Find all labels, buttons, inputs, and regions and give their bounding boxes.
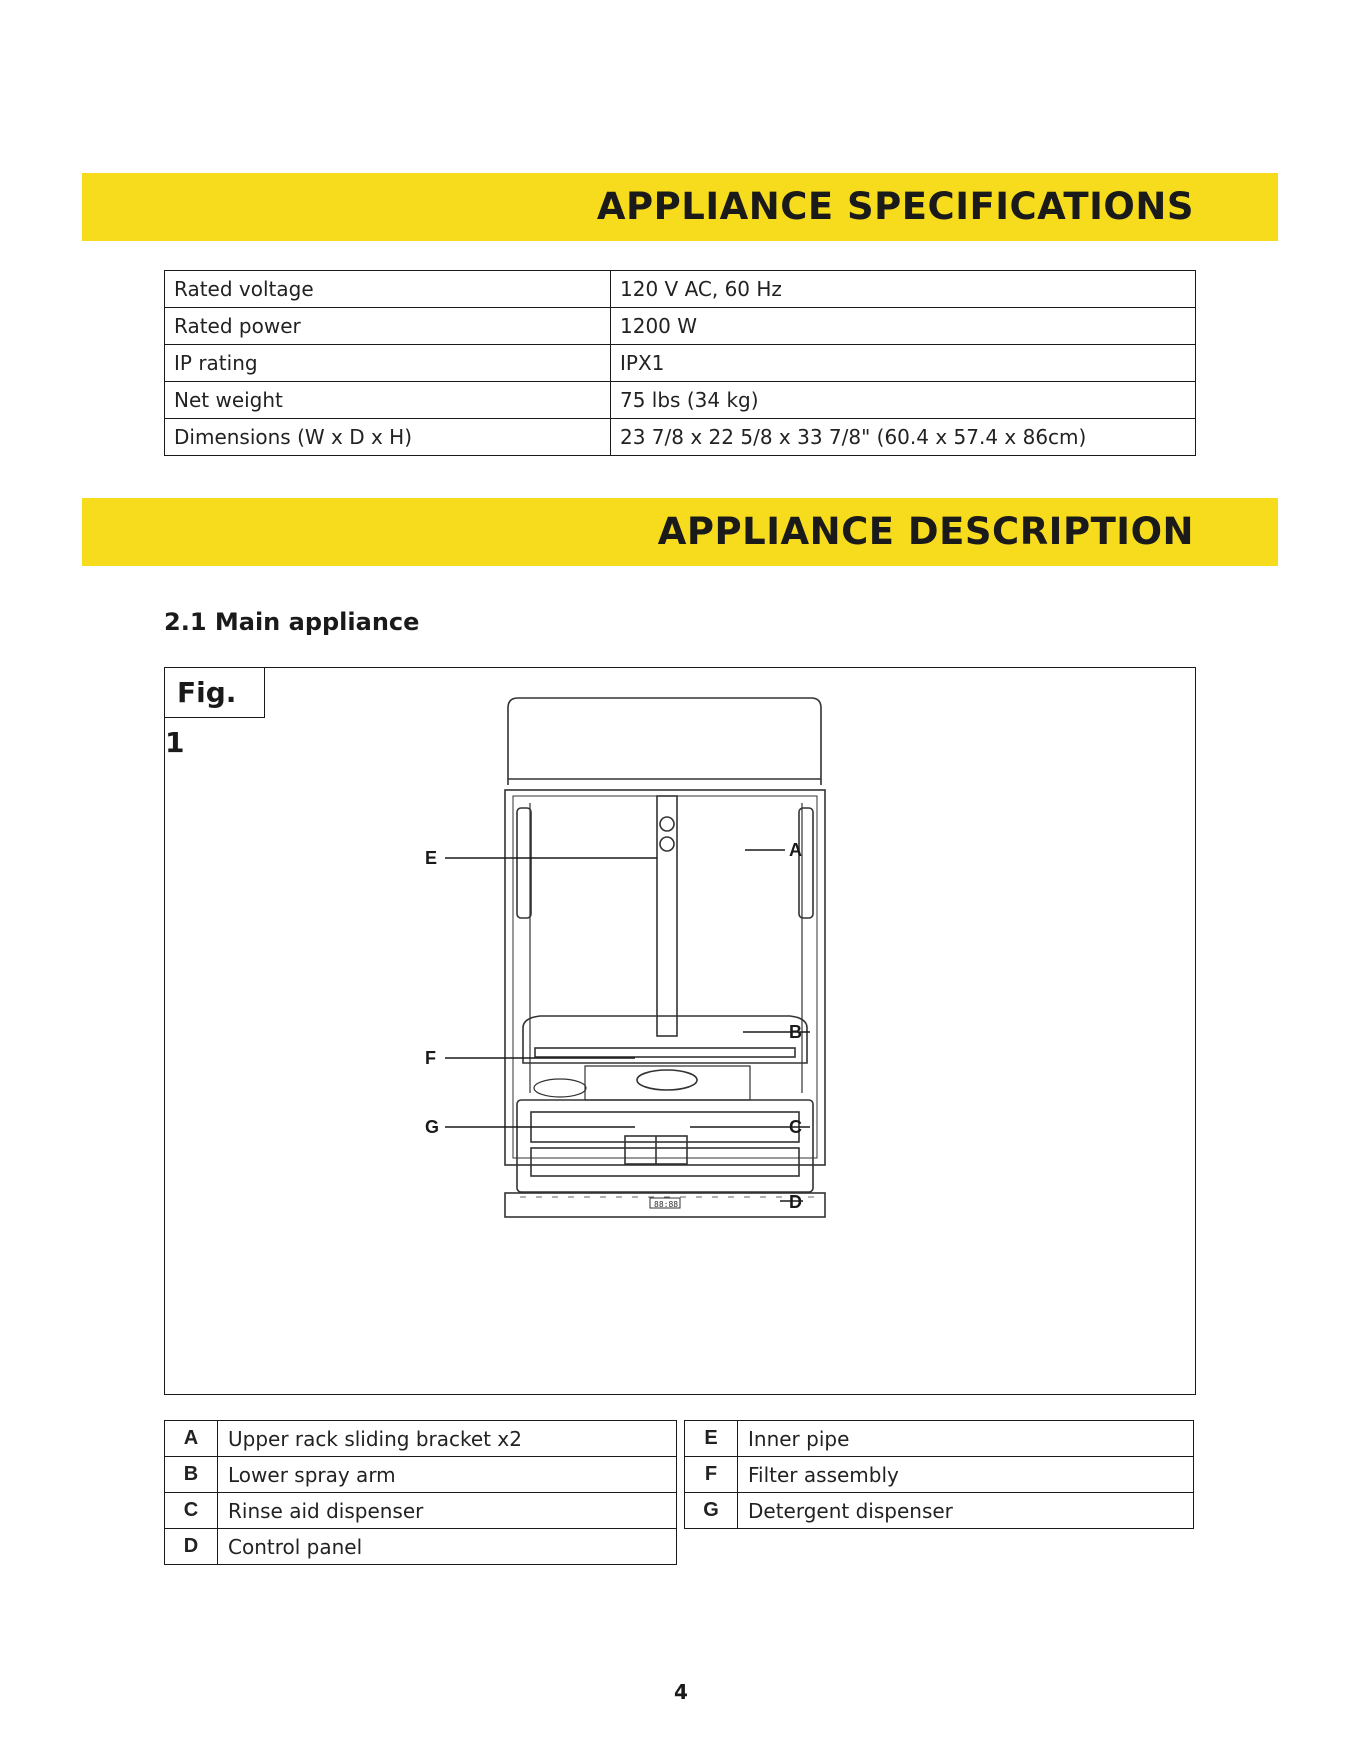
table-row xyxy=(165,419,1196,456)
legend-letter: B xyxy=(165,1457,218,1493)
callout-a: A xyxy=(789,840,802,860)
page-number: 4 xyxy=(674,1680,688,1704)
legend-letter: E xyxy=(685,1421,738,1457)
right-rack-bracket xyxy=(799,808,813,918)
description-heading: APPLIANCE DESCRIPTION xyxy=(657,510,1194,553)
legend-text: Control panel xyxy=(218,1529,677,1565)
specifications-table xyxy=(164,270,1196,456)
table-row xyxy=(165,1529,677,1565)
table-row xyxy=(165,308,1196,345)
spec-label: Rated power xyxy=(165,308,611,345)
legend-text: Inner pipe xyxy=(738,1421,1194,1457)
spec-value: 1200 W xyxy=(611,308,1196,345)
specifications-banner xyxy=(82,173,1278,241)
top-panel xyxy=(508,698,821,785)
legend-text: Lower spray arm xyxy=(218,1457,677,1493)
spec-label: Net weight xyxy=(165,382,611,419)
filter-assembly xyxy=(637,1070,697,1090)
legend-letter: D xyxy=(165,1529,218,1565)
table-row xyxy=(685,1493,1194,1529)
dishwasher-diagram xyxy=(165,668,1195,1394)
legend-letter: C xyxy=(165,1493,218,1529)
callout-e: E xyxy=(425,848,438,868)
section-title: 2.1 Main appliance xyxy=(164,608,420,636)
display-readout: 88:88 xyxy=(654,1200,679,1209)
table-row xyxy=(165,382,1196,419)
spec-label: Rated voltage xyxy=(165,271,611,308)
table-row xyxy=(165,1421,677,1457)
legend-letter: F xyxy=(685,1457,738,1493)
legend-letter: G xyxy=(685,1493,738,1529)
callout-g: G xyxy=(425,1117,440,1137)
callout-d: D xyxy=(789,1192,802,1212)
inner-pipe xyxy=(657,796,677,1036)
spec-label: Dimensions (W x D x H) xyxy=(165,419,611,456)
legend-text: Detergent dispenser xyxy=(738,1493,1194,1529)
table-row xyxy=(165,345,1196,382)
callout-f: F xyxy=(425,1048,436,1068)
spec-value: 75 lbs (34 kg) xyxy=(611,382,1196,419)
legend-text: Upper rack sliding bracket x2 xyxy=(218,1421,677,1457)
spec-value: 23 7/8 x 22 5/8 x 33 7/8" (60.4 x 57.4 x 86cm) xyxy=(611,419,1196,456)
table-row xyxy=(685,1457,1194,1493)
figure-label: Fig. 1 xyxy=(165,668,265,718)
spec-label: IP rating xyxy=(165,345,611,382)
legend-text: Rinse aid dispenser xyxy=(218,1493,677,1529)
table-row xyxy=(165,1493,677,1529)
legend-table-left xyxy=(164,1420,677,1565)
callout-c: C xyxy=(789,1117,802,1137)
spec-value: 120 V AC, 60 Hz xyxy=(611,271,1196,308)
figure-frame xyxy=(164,667,1196,1395)
table-row xyxy=(165,271,1196,308)
legend-text: Filter assembly xyxy=(738,1457,1194,1493)
spec-value: IPX1 xyxy=(611,345,1196,382)
table-row xyxy=(685,1421,1194,1457)
legend-letter: A xyxy=(165,1421,218,1457)
legend-table-right xyxy=(684,1420,1194,1529)
description-banner xyxy=(82,498,1278,566)
left-rack-bracket xyxy=(517,808,531,918)
callout-b: B xyxy=(789,1022,802,1042)
lower-spray-arm xyxy=(535,1048,795,1057)
specifications-heading: APPLIANCE SPECIFICATIONS xyxy=(596,185,1194,228)
table-row xyxy=(165,1457,677,1493)
